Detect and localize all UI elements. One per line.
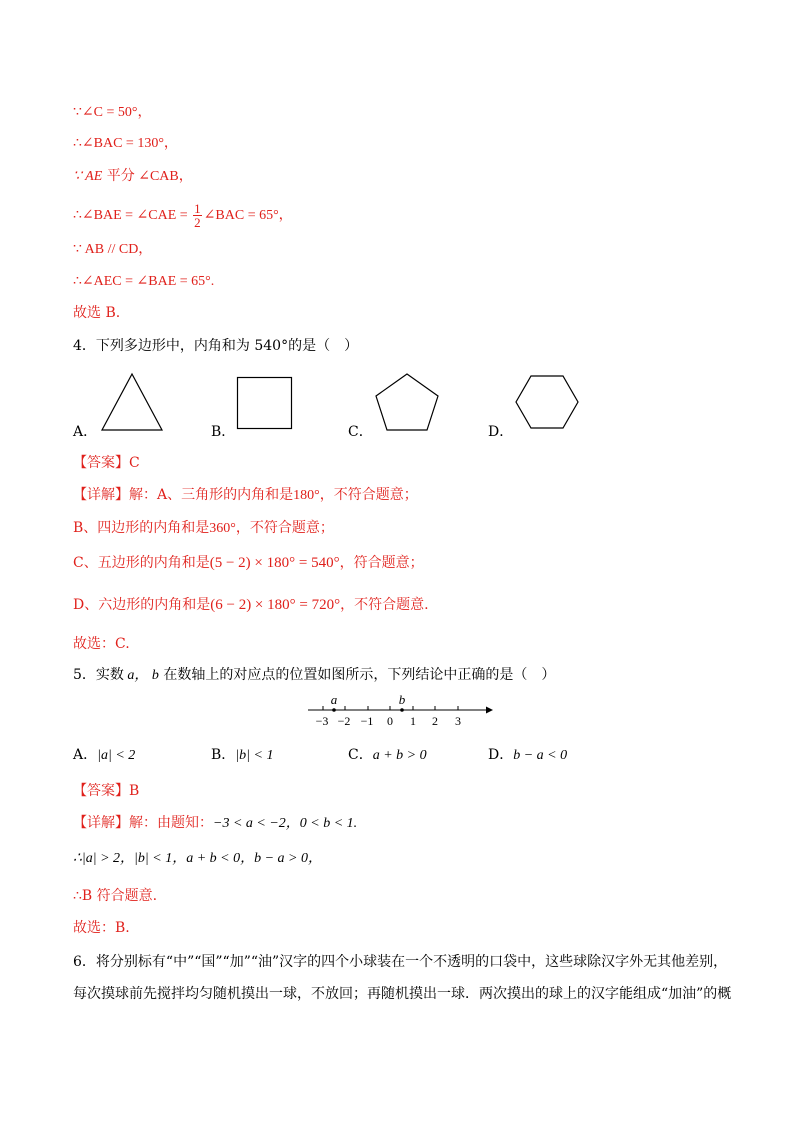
q4-option-a-label: A． <box>73 424 98 440</box>
q4-explain-3-a: C、五边形的内角和是 <box>73 555 210 571</box>
fraction-half <box>193 202 202 229</box>
q5-stem <box>73 665 555 686</box>
sol3-line-4-b: ∠BAC = 65°， <box>203 208 293 223</box>
tick-label: 3 <box>455 714 461 728</box>
sol3-line-4-a: ∴∠BAE = ∠CAE = <box>73 208 188 223</box>
q5-stem-a: a <box>123 668 135 683</box>
q4-choose: 故选：C. <box>73 636 130 652</box>
sol3-line-4 <box>73 201 293 231</box>
q4-stem: 4．下列多边形中，内角和为 540°的是（ ） <box>73 338 359 354</box>
q6-line-2: 每次摸球前先搅拌均匀随机摸出一球，不放回；再随机摸出一球．两次摸出的球上的汉字能组成“加油”的概 <box>73 986 732 1002</box>
tick-label: 2 <box>432 714 438 728</box>
q4-explain-2 <box>73 518 334 539</box>
q5-option-d-label: D． <box>488 747 514 763</box>
q4-explain-1-c: ，不符合题意； <box>319 487 418 503</box>
point-b-label: b <box>398 692 406 707</box>
tick-label: 1 <box>410 714 416 728</box>
q4-explain-2-c: ，不符合题意； <box>235 520 334 536</box>
arrow-right-icon <box>486 707 493 714</box>
q4-option-c-label: C． <box>348 424 373 440</box>
q5-stem-post: 在数轴上的对应点的位置如图所示，下列结论中正确的是（ ） <box>158 667 556 683</box>
q5-option-c-text: a + b > 0 <box>372 748 427 763</box>
q4-explain-4-c: ，不符合题意. <box>340 597 429 613</box>
q4-explain-3 <box>73 553 424 573</box>
point-b <box>400 708 404 712</box>
q5-option-a-text: |a| < 2 <box>97 748 136 763</box>
sol3-choose: 故选 B. <box>73 305 121 321</box>
q5-option-b <box>211 744 273 764</box>
sol3-line-3-c: ∠CAB， <box>134 169 193 184</box>
q5-explain-1 <box>73 813 357 834</box>
q5-option-d <box>488 744 567 764</box>
q5-option-d-text: b − a < 0 <box>513 748 568 763</box>
q4-explain-2-b: 360° <box>209 521 236 536</box>
tick-label: 0 <box>387 714 393 728</box>
q4-explain-1-b: 180° <box>293 488 320 503</box>
point-a <box>332 708 336 712</box>
sol3-line-5: ∵ AB // CD， <box>73 242 153 257</box>
q5-explain-3: ∴B 符合题意. <box>73 888 158 904</box>
q4-option-b-label: B． <box>211 424 236 440</box>
q5-answer: 【答案】B <box>73 783 140 799</box>
q5-option-c <box>348 744 427 764</box>
pentagon-figure <box>374 372 440 432</box>
q5-option-a-label: A． <box>73 747 98 763</box>
square-figure <box>236 376 294 430</box>
sol3-line-3 <box>73 166 193 187</box>
q5-choose: 故选：B. <box>73 920 130 936</box>
q5-stem-pre: 5．实数 <box>73 667 124 683</box>
hexagon-figure <box>514 374 580 430</box>
q4-explain-3-c: ，符合题意； <box>339 555 424 571</box>
number-line <box>300 690 500 730</box>
q5-option-b-text: |b| < 1 <box>235 748 274 763</box>
q4-explain-2-a: B、四边形的内角和是 <box>73 520 210 536</box>
fraction-denominator: 2 <box>194 215 201 231</box>
q6-line-1: 6．将分别标有“中”“国”“加”“油”汉字的四个小球装在一个不透明的口袋中，这些球除汉字外无其他差别， <box>73 954 728 970</box>
triangle-figure <box>100 372 164 432</box>
q4-explain-4-a: D、六边形的内角和是 <box>73 597 211 613</box>
q4-explain-4 <box>73 595 429 615</box>
q5-option-a <box>73 744 135 764</box>
q4-option-d-label: D． <box>488 424 514 440</box>
sol3-line-3-b: 平分 <box>102 168 135 184</box>
q4-answer: 【答案】C <box>73 455 140 471</box>
q4-explain-1 <box>73 485 418 506</box>
q4-explain-4-b: (6 − 2) × 180° = 720° <box>210 597 341 613</box>
q5-explain-1-b: −3 < a < −2，0 < b < 1. <box>213 816 358 831</box>
q5-stem-b: ， b <box>134 668 159 683</box>
q4-explain-3-b: (5 − 2) × 180° = 540° <box>209 555 340 571</box>
tick-label: −1 <box>360 714 374 728</box>
sol3-line-2: ∴∠BAC = 130°， <box>73 136 178 151</box>
q5-explain-2: ∴|a| > 2，|b| < 1，a + b < 0，b − a > 0， <box>73 851 322 866</box>
tick-label: −3 <box>315 714 329 728</box>
q4-explain-1-a: 【详解】解：A、三角形的内角和是 <box>73 487 294 503</box>
fraction-numerator: 1 <box>194 201 201 217</box>
sol3-line-6: ∴∠AEC = ∠BAE = 65°. <box>73 274 215 289</box>
q5-option-b-label: B． <box>211 747 236 763</box>
tick-label: −2 <box>337 714 351 728</box>
q5-option-c-label: C． <box>348 747 373 763</box>
sol3-line-1: ∵∠C = 50°， <box>73 105 152 120</box>
sol3-line-3-a: ∵ AE <box>73 169 103 184</box>
point-a-label: a <box>330 692 338 707</box>
q5-explain-1-a: 【详解】解：由题知： <box>73 815 213 831</box>
